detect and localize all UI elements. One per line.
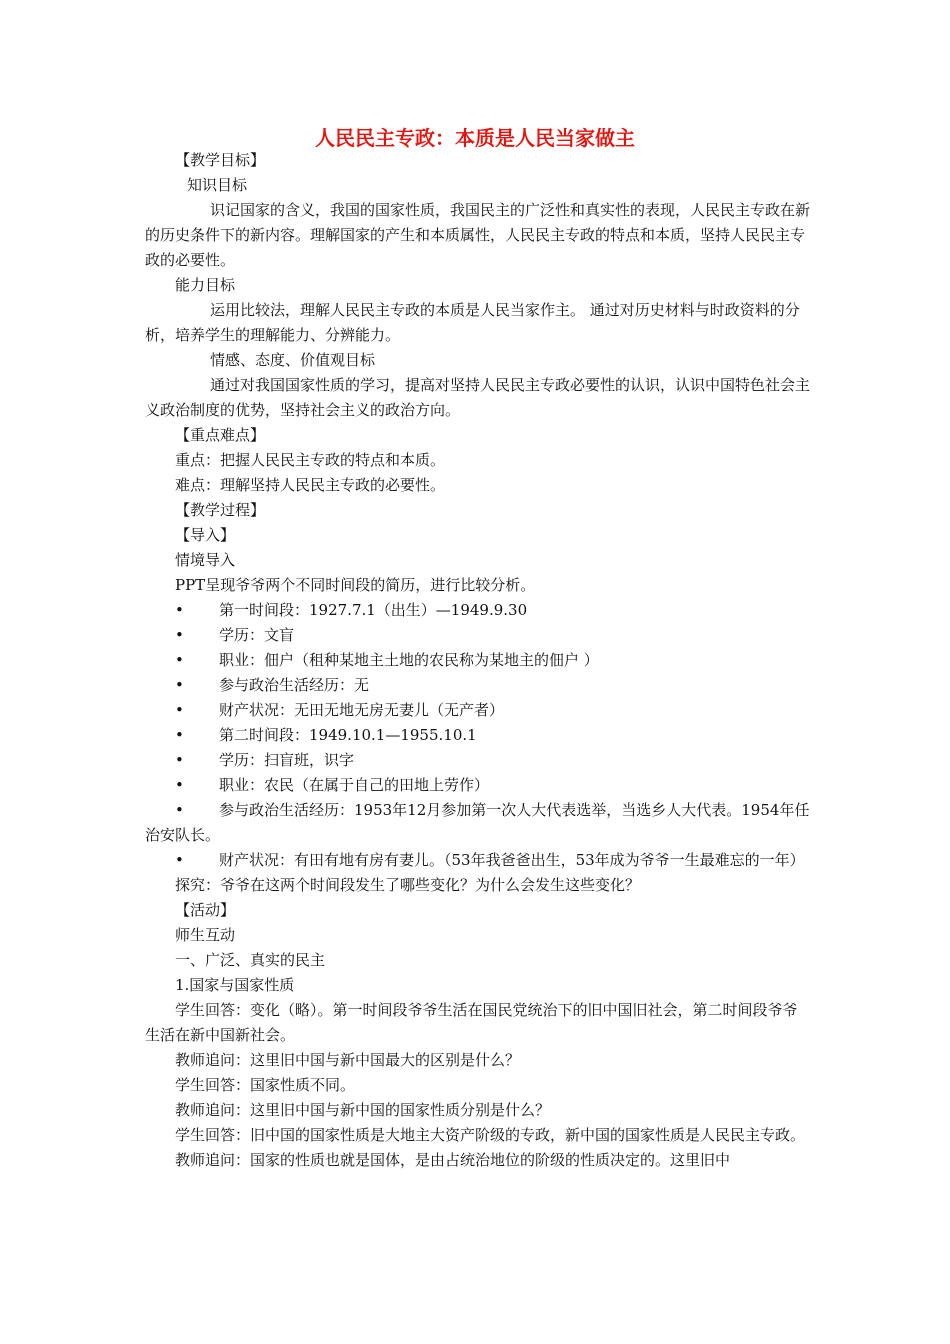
document-body — [145, 148, 810, 1173]
paragraph — [145, 898, 810, 923]
document-title: 人民民主专政：本质是人民当家做主 — [315, 126, 635, 150]
bullet-icon: • — [175, 676, 184, 694]
bullet-icon: • — [175, 601, 184, 619]
paragraph-text: 参与政治生活经历：1953年12月参加第一次人大代表选举，当选乡人大代表。1954年任治安队长。 — [145, 801, 810, 844]
paragraph — [145, 998, 810, 1048]
bullet-item — [145, 598, 810, 623]
paragraph-text: 师生互动 — [175, 926, 236, 944]
paragraph — [145, 548, 810, 573]
paragraph-text: 学生回答：国家性质不同。 — [175, 1076, 356, 1094]
bullet-icon: • — [175, 726, 184, 744]
bullet-icon: • — [175, 751, 184, 769]
paragraph-text: 运用比较法，理解人民民主专政的本质是人民当家作主。 通过对历史材料与时政资料的分析，培养学生的理解能力、分辨能力。 — [145, 301, 800, 344]
bullet-item — [145, 848, 810, 873]
paragraph-text: 学历：扫盲班，识字 — [219, 751, 355, 769]
paragraph — [145, 148, 810, 173]
paragraph-text: 教师追问：这里旧中国与新中国最大的区别是什么？ — [175, 1051, 521, 1069]
paragraph-text: 一、广泛、真实的民主 — [175, 951, 326, 969]
paragraph — [145, 498, 810, 523]
paragraph-text: 职业：佃户（租种某地主土地的农民称为某地主的佃户 ） — [219, 651, 599, 669]
paragraph — [145, 173, 810, 198]
paragraph-text: 第二时间段：1949.10.1—1955.10.1 — [219, 726, 477, 744]
paragraph-text: 职业：农民（在属于自己的田地上劳作） — [219, 776, 490, 794]
paragraph-text: 教师追问：这里旧中国与新中国的国家性质分别是什么？ — [175, 1101, 551, 1119]
bullet-icon: • — [175, 776, 184, 794]
paragraph-text: 学历：文盲 — [219, 626, 295, 644]
paragraph — [145, 923, 810, 948]
paragraph-text: 财产状况：有田有地有房有妻儿。（53年我爸爸出生，53年成为爷爷一生最难忘的一年） — [219, 851, 805, 869]
paragraph-text: 1.国家与国家性质 — [175, 976, 295, 994]
paragraph — [145, 423, 810, 448]
paragraph-text: 学生回答：变化（略）。第一时间段爷爷生活在国民党统治下的旧中国旧社会，第二时间段爷爷生活在新中国新社会。 — [145, 1001, 798, 1044]
paragraph-text: 探究：爷爷在这两个时间段发生了哪些变化？为什么会发生这些变化？ — [175, 876, 641, 894]
bullet-item — [145, 698, 810, 723]
paragraph-text: 知识目标 — [187, 176, 248, 194]
bullet-icon: • — [175, 651, 184, 669]
paragraph — [145, 1048, 810, 1073]
paragraph — [145, 523, 810, 548]
paragraph-text: 难点：理解坚持人民民主专政的必要性。 — [175, 476, 446, 494]
paragraph-text: 【教学过程】 — [175, 501, 266, 519]
bullet-item — [145, 648, 810, 673]
paragraph — [145, 973, 810, 998]
paragraph-text: 【教学目标】 — [175, 151, 266, 169]
paragraph — [145, 198, 810, 273]
paragraph — [145, 373, 810, 423]
paragraph-text: 学生回答：旧中国的国家性质是大地主大资产阶级的专政，新中国的国家性质是人民民主专政。 — [175, 1126, 806, 1144]
paragraph — [145, 573, 810, 598]
paragraph — [145, 273, 810, 298]
paragraph — [145, 448, 810, 473]
bullet-icon: • — [175, 801, 184, 819]
paragraph-text: PPT呈现爷爷两个不同时间段的简历，进行比较分析。 — [175, 576, 536, 594]
paragraph — [145, 298, 810, 348]
bullet-item — [145, 723, 810, 748]
paragraph — [145, 473, 810, 498]
paragraph-text: 教师追问：国家的性质也就是国体，是由占统治地位的阶级的性质决定的。这里旧中 — [175, 1151, 731, 1169]
bullet-item — [145, 798, 810, 848]
paragraph-text: 财产状况：无田无地无房无妻儿（无产者） — [219, 701, 505, 719]
paragraph — [145, 873, 810, 898]
bullet-icon: • — [175, 626, 184, 644]
bullet-icon: • — [175, 701, 184, 719]
paragraph-text: 情感、态度、价值观目标 — [210, 351, 376, 369]
paragraph — [145, 1098, 810, 1123]
paragraph-text: 识记国家的含义，我国的国家性质，我国民主的广泛性和真实性的表现，人民民主专政在新的历史条件下的新内容。理解国家的产生和本质属性，人民民主专政的特点和本质，坚持人民民主专政的必要性。 — [145, 201, 811, 269]
paragraph — [145, 1123, 810, 1148]
paragraph-text: 参与政治生活经历：无 — [219, 676, 370, 694]
bullet-item — [145, 623, 810, 648]
paragraph-text: 第一时间段：1927.7.1（出生）—1949.9.30 — [219, 601, 528, 619]
paragraph-text: 情境导入 — [175, 551, 236, 569]
paragraph-text: 重点：把握人民民主专政的特点和本质。 — [175, 451, 446, 469]
paragraph-text: 【活动】 — [175, 901, 236, 919]
paragraph — [145, 1148, 810, 1173]
paragraph-text: 通过对我国国家性质的学习，提高对坚持人民民主专政必要性的认识，认识中国特色社会主义政治制度的优势，坚持社会主义的政治方向。 — [145, 376, 811, 419]
bullet-item — [145, 773, 810, 798]
bullet-item — [145, 673, 810, 698]
paragraph — [145, 948, 810, 973]
paragraph-text: 【导入】 — [175, 526, 236, 544]
paragraph-text: 能力目标 — [175, 276, 236, 294]
paragraph-text: 【重点难点】 — [175, 426, 266, 444]
bullet-item — [145, 748, 810, 773]
paragraph — [145, 1073, 810, 1098]
bullet-icon: • — [175, 851, 184, 869]
paragraph — [145, 348, 810, 373]
